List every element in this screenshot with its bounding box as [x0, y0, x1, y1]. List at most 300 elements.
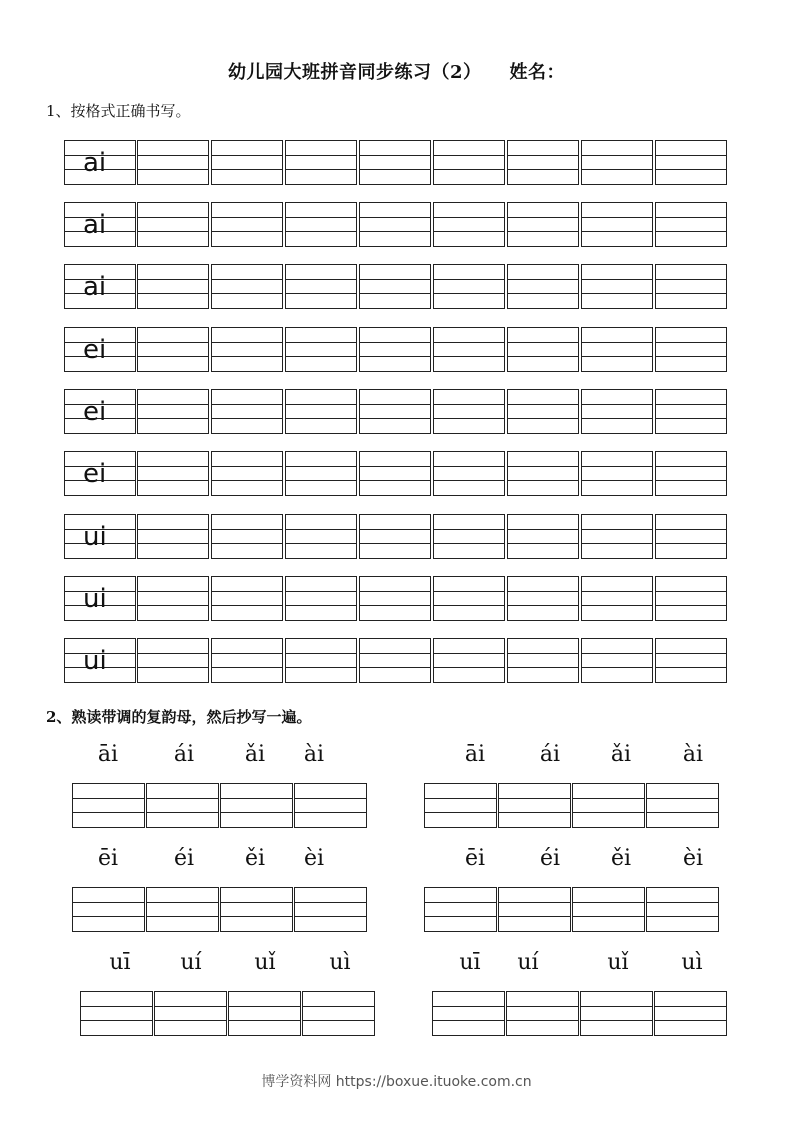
writing-cell[interactable] — [285, 202, 357, 247]
writing-row — [64, 576, 730, 621]
example-cell — [64, 389, 136, 434]
writing-cell[interactable] — [581, 140, 653, 185]
writing-cell[interactable] — [424, 887, 497, 932]
guide-line — [138, 356, 208, 357]
writing-cell[interactable] — [211, 514, 283, 559]
guide-line — [582, 466, 652, 467]
writing-cell[interactable] — [572, 783, 645, 828]
writing-cell[interactable] — [433, 140, 505, 185]
guide-line — [286, 480, 356, 481]
guide-line — [508, 169, 578, 170]
guide-line — [499, 798, 570, 799]
guide-line — [138, 653, 208, 654]
writing-cell[interactable] — [580, 991, 653, 1036]
writing-cell[interactable] — [72, 783, 145, 828]
writing-cell[interactable] — [146, 783, 219, 828]
writing-cell[interactable] — [137, 514, 209, 559]
guide-line — [582, 605, 652, 606]
guide-line — [656, 418, 726, 419]
writing-cell[interactable] — [359, 638, 431, 683]
writing-cell[interactable] — [294, 887, 367, 932]
guide-line — [286, 418, 356, 419]
guide-line — [647, 902, 718, 903]
guide-line — [360, 231, 430, 232]
guide-line — [138, 169, 208, 170]
guide-line — [212, 529, 282, 530]
writing-cell[interactable] — [137, 140, 209, 185]
writing-cell[interactable] — [433, 327, 505, 372]
guide-line — [295, 812, 366, 813]
guide-line — [138, 591, 208, 592]
guide-line — [212, 231, 282, 232]
guide-line — [221, 916, 292, 917]
writing-cell[interactable] — [572, 887, 645, 932]
guide-line — [656, 480, 726, 481]
guide-line — [360, 169, 430, 170]
section2-instruction: 2、熟读带调的复韵母，然后抄写一遍。 — [46, 708, 312, 726]
writing-cell[interactable] — [498, 783, 571, 828]
example-cell — [64, 514, 136, 559]
writing-cell[interactable] — [424, 783, 497, 828]
guide-line — [286, 543, 356, 544]
writing-cell[interactable] — [581, 576, 653, 621]
writing-cell[interactable] — [646, 887, 719, 932]
tone-label-row — [0, 950, 793, 980]
tone-syllable: uǐ — [254, 950, 276, 975]
writing-cell[interactable] — [507, 451, 579, 496]
guide-line — [425, 902, 496, 903]
guide-line — [656, 279, 726, 280]
tone-syllable: uī — [109, 950, 131, 975]
tone-syllable: ái — [539, 742, 561, 767]
writing-cell[interactable] — [655, 389, 727, 434]
guide-line — [434, 356, 504, 357]
guide-line — [360, 217, 430, 218]
guide-line — [573, 812, 644, 813]
writing-cell[interactable] — [137, 327, 209, 372]
guide-line — [360, 466, 430, 467]
guide-line — [73, 812, 144, 813]
writing-cell[interactable] — [211, 327, 283, 372]
guide-line — [81, 1020, 152, 1021]
writing-cell[interactable] — [228, 991, 301, 1036]
guide-line — [212, 466, 282, 467]
guide-line — [212, 293, 282, 294]
writing-cell[interactable] — [433, 576, 505, 621]
writing-cell[interactable] — [302, 991, 375, 1036]
guide-line — [655, 1020, 726, 1021]
writing-cell[interactable] — [498, 887, 571, 932]
writing-cell[interactable] — [220, 887, 293, 932]
guide-line — [138, 529, 208, 530]
writing-cell[interactable] — [655, 202, 727, 247]
writing-cell[interactable] — [581, 451, 653, 496]
guide-line — [656, 342, 726, 343]
writing-cell[interactable] — [654, 991, 727, 1036]
section1-instruction: 1、按格式正确书写。 — [46, 102, 191, 120]
tone-syllable: uì — [329, 950, 351, 975]
tone-syllable: ěi — [610, 846, 632, 871]
guide-line — [286, 342, 356, 343]
writing-cell[interactable] — [359, 389, 431, 434]
guide-line — [286, 356, 356, 357]
guide-line — [434, 342, 504, 343]
guide-line — [212, 591, 282, 592]
guide-line — [295, 916, 366, 917]
guide-line — [360, 543, 430, 544]
guide-line — [360, 591, 430, 592]
writing-cell[interactable] — [507, 389, 579, 434]
writing-cell[interactable] — [359, 514, 431, 559]
writing-cell[interactable] — [285, 576, 357, 621]
guide-line — [508, 466, 578, 467]
tone-syllable: éi — [173, 846, 195, 871]
guide-line — [147, 798, 218, 799]
guide-line — [212, 418, 282, 419]
writing-cell[interactable] — [506, 991, 579, 1036]
guide-line — [286, 169, 356, 170]
writing-cell[interactable] — [359, 576, 431, 621]
guide-line — [286, 529, 356, 530]
writing-cell[interactable] — [655, 638, 727, 683]
writing-row — [64, 140, 730, 185]
writing-cell[interactable] — [655, 264, 727, 309]
guide-line — [138, 404, 208, 405]
writing-cell[interactable] — [72, 887, 145, 932]
guide-line — [434, 293, 504, 294]
tone-label-row — [0, 846, 793, 876]
writing-cell[interactable] — [285, 140, 357, 185]
writing-cell[interactable] — [285, 264, 357, 309]
writing-cell[interactable] — [433, 514, 505, 559]
guide-line — [286, 231, 356, 232]
writing-cell[interactable] — [137, 202, 209, 247]
writing-cell[interactable] — [581, 514, 653, 559]
guide-line — [212, 480, 282, 481]
tone-syllable: uí — [517, 950, 539, 975]
guide-line — [581, 1006, 652, 1007]
guide-line — [499, 812, 570, 813]
writing-cell[interactable] — [211, 638, 283, 683]
writing-cell[interactable] — [211, 389, 283, 434]
writing-cell[interactable] — [581, 638, 653, 683]
guide-line — [582, 231, 652, 232]
guide-line — [221, 798, 292, 799]
writing-cell[interactable] — [507, 576, 579, 621]
guide-line — [647, 812, 718, 813]
guide-line — [147, 902, 218, 903]
guide-line — [360, 529, 430, 530]
guide-line — [655, 1006, 726, 1007]
writing-cell[interactable] — [211, 576, 283, 621]
example-cell — [64, 576, 136, 621]
writing-cell[interactable] — [154, 991, 227, 1036]
writing-cell[interactable] — [581, 327, 653, 372]
guide-line — [360, 356, 430, 357]
writing-row — [64, 264, 730, 309]
guide-line — [508, 480, 578, 481]
guide-line — [212, 605, 282, 606]
guide-line — [656, 404, 726, 405]
writing-cell[interactable] — [507, 202, 579, 247]
example-cell — [64, 451, 136, 496]
tone-syllable: ái — [173, 742, 195, 767]
guide-line — [360, 279, 430, 280]
writing-cell[interactable] — [146, 887, 219, 932]
guide-line — [433, 1020, 504, 1021]
guide-line — [507, 1020, 578, 1021]
writing-cell[interactable] — [80, 991, 153, 1036]
writing-cell[interactable] — [285, 327, 357, 372]
writing-row — [64, 389, 730, 434]
writing-cell[interactable] — [433, 202, 505, 247]
writing-cell[interactable] — [433, 638, 505, 683]
example-cell — [64, 327, 136, 372]
writing-cell[interactable] — [655, 514, 727, 559]
guide-line — [286, 279, 356, 280]
writing-cell[interactable] — [507, 327, 579, 372]
guide-line — [286, 293, 356, 294]
guide-line — [286, 155, 356, 156]
writing-cell[interactable] — [507, 264, 579, 309]
guide-line — [138, 342, 208, 343]
guide-line — [582, 279, 652, 280]
tone-syllable: uǐ — [607, 950, 629, 975]
guide-line — [507, 1006, 578, 1007]
guide-line — [581, 1020, 652, 1021]
writing-cell[interactable] — [211, 202, 283, 247]
guide-line — [360, 155, 430, 156]
writing-cell[interactable] — [655, 327, 727, 372]
guide-line — [508, 217, 578, 218]
guide-line — [508, 591, 578, 592]
guide-line — [138, 543, 208, 544]
guide-line — [434, 404, 504, 405]
writing-cell[interactable] — [137, 264, 209, 309]
guide-line — [155, 1020, 226, 1021]
writing-row — [64, 638, 730, 683]
guide-line — [656, 356, 726, 357]
guide-line — [155, 1006, 226, 1007]
writing-cell[interactable] — [137, 451, 209, 496]
guide-line — [582, 667, 652, 668]
writing-cell[interactable] — [581, 202, 653, 247]
guide-line — [360, 404, 430, 405]
example-pinyin: ei — [83, 335, 107, 365]
writing-cell[interactable] — [359, 140, 431, 185]
writing-cell[interactable] — [433, 389, 505, 434]
writing-cell[interactable] — [137, 576, 209, 621]
writing-cell[interactable] — [359, 202, 431, 247]
writing-cell[interactable] — [646, 783, 719, 828]
guide-line — [286, 404, 356, 405]
example-pinyin: ui — [83, 522, 107, 552]
writing-cell[interactable] — [655, 576, 727, 621]
writing-cell[interactable] — [581, 389, 653, 434]
page-title — [0, 58, 793, 84]
writing-cell[interactable] — [581, 264, 653, 309]
guide-line — [360, 293, 430, 294]
guide-line — [582, 169, 652, 170]
writing-cell[interactable] — [432, 991, 505, 1036]
guide-line — [582, 418, 652, 419]
guide-line — [582, 404, 652, 405]
guide-line — [647, 798, 718, 799]
guide-line — [656, 231, 726, 232]
guide-line — [138, 279, 208, 280]
guide-line — [221, 902, 292, 903]
tone-syllable: èi — [303, 846, 325, 871]
writing-cell[interactable] — [507, 514, 579, 559]
tone-syllable: uí — [180, 950, 202, 975]
guide-line — [212, 155, 282, 156]
writing-cell[interactable] — [655, 140, 727, 185]
guide-line — [508, 293, 578, 294]
guide-line — [508, 342, 578, 343]
tone-syllable: ěi — [244, 846, 266, 871]
guide-line — [582, 543, 652, 544]
guide-line — [295, 902, 366, 903]
writing-cell[interactable] — [433, 451, 505, 496]
guide-line — [508, 605, 578, 606]
guide-line — [656, 155, 726, 156]
guide-line — [229, 1020, 300, 1021]
writing-cell[interactable] — [220, 783, 293, 828]
guide-line — [434, 480, 504, 481]
guide-line — [656, 169, 726, 170]
guide-line — [303, 1020, 374, 1021]
guide-line — [508, 404, 578, 405]
guide-line — [81, 1006, 152, 1007]
example-cell — [64, 140, 136, 185]
guide-line — [138, 667, 208, 668]
guide-line — [508, 543, 578, 544]
guide-line — [212, 356, 282, 357]
guide-line — [138, 231, 208, 232]
guide-line — [656, 466, 726, 467]
writing-cell[interactable] — [294, 783, 367, 828]
guide-line — [656, 667, 726, 668]
guide-line — [360, 605, 430, 606]
guide-line — [433, 1006, 504, 1007]
guide-line — [582, 217, 652, 218]
writing-cell[interactable] — [655, 451, 727, 496]
guide-line — [582, 342, 652, 343]
tone-syllable: āi — [97, 742, 119, 767]
guide-line — [286, 667, 356, 668]
writing-cell[interactable] — [507, 140, 579, 185]
guide-line — [147, 812, 218, 813]
writing-cell[interactable] — [359, 264, 431, 309]
guide-line — [582, 293, 652, 294]
writing-cell[interactable] — [285, 451, 357, 496]
guide-line — [656, 529, 726, 530]
writing-cell[interactable] — [137, 638, 209, 683]
tone-syllable: uì — [681, 950, 703, 975]
writing-cell[interactable] — [285, 389, 357, 434]
guide-line — [147, 916, 218, 917]
guide-line — [573, 902, 644, 903]
example-pinyin: ei — [83, 459, 107, 489]
guide-line — [303, 1006, 374, 1007]
tone-syllable: éi — [539, 846, 561, 871]
guide-line — [582, 356, 652, 357]
guide-line — [425, 812, 496, 813]
guide-line — [212, 404, 282, 405]
guide-line — [138, 155, 208, 156]
writing-cell[interactable] — [285, 638, 357, 683]
guide-line — [138, 293, 208, 294]
guide-line — [434, 543, 504, 544]
guide-line — [434, 217, 504, 218]
guide-line — [656, 653, 726, 654]
writing-row — [64, 451, 730, 496]
writing-row — [64, 202, 730, 247]
guide-line — [582, 529, 652, 530]
guide-line — [434, 155, 504, 156]
writing-cell[interactable] — [359, 451, 431, 496]
writing-cell[interactable] — [359, 327, 431, 372]
example-cell — [64, 638, 136, 683]
guide-line — [360, 480, 430, 481]
writing-cell[interactable] — [137, 389, 209, 434]
writing-cell[interactable] — [285, 514, 357, 559]
example-pinyin: ei — [83, 397, 107, 427]
writing-cell[interactable] — [433, 264, 505, 309]
guide-line — [573, 798, 644, 799]
guide-line — [582, 155, 652, 156]
writing-cell[interactable] — [211, 264, 283, 309]
guide-line — [656, 605, 726, 606]
guide-line — [221, 812, 292, 813]
writing-cell[interactable] — [211, 451, 283, 496]
guide-line — [508, 356, 578, 357]
guide-line — [212, 279, 282, 280]
guide-line — [360, 667, 430, 668]
example-pinyin: ai — [83, 148, 107, 178]
example-pinyin: ai — [83, 210, 107, 240]
guide-line — [434, 279, 504, 280]
guide-line — [434, 667, 504, 668]
guide-line — [212, 169, 282, 170]
guide-line — [656, 217, 726, 218]
guide-line — [582, 480, 652, 481]
tone-syllable: uī — [459, 950, 481, 975]
guide-line — [508, 653, 578, 654]
tone-syllable: ài — [682, 742, 704, 767]
guide-line — [508, 231, 578, 232]
writing-cell[interactable] — [507, 638, 579, 683]
guide-line — [212, 653, 282, 654]
example-pinyin: ui — [83, 584, 107, 614]
writing-cell[interactable] — [211, 140, 283, 185]
guide-line — [212, 217, 282, 218]
guide-line — [573, 916, 644, 917]
guide-line — [73, 798, 144, 799]
footer-watermark: 博学资料网 https://boxue.ituoke.com.cn — [261, 1074, 532, 1090]
guide-line — [138, 480, 208, 481]
example-cell — [64, 202, 136, 247]
guide-line — [656, 543, 726, 544]
guide-line — [138, 466, 208, 467]
guide-line — [425, 916, 496, 917]
worksheet-title: 幼儿园大班拼音同步练习（2） — [227, 62, 482, 83]
guide-line — [499, 916, 570, 917]
guide-line — [508, 418, 578, 419]
guide-line — [434, 529, 504, 530]
guide-line — [508, 529, 578, 530]
guide-line — [229, 1006, 300, 1007]
